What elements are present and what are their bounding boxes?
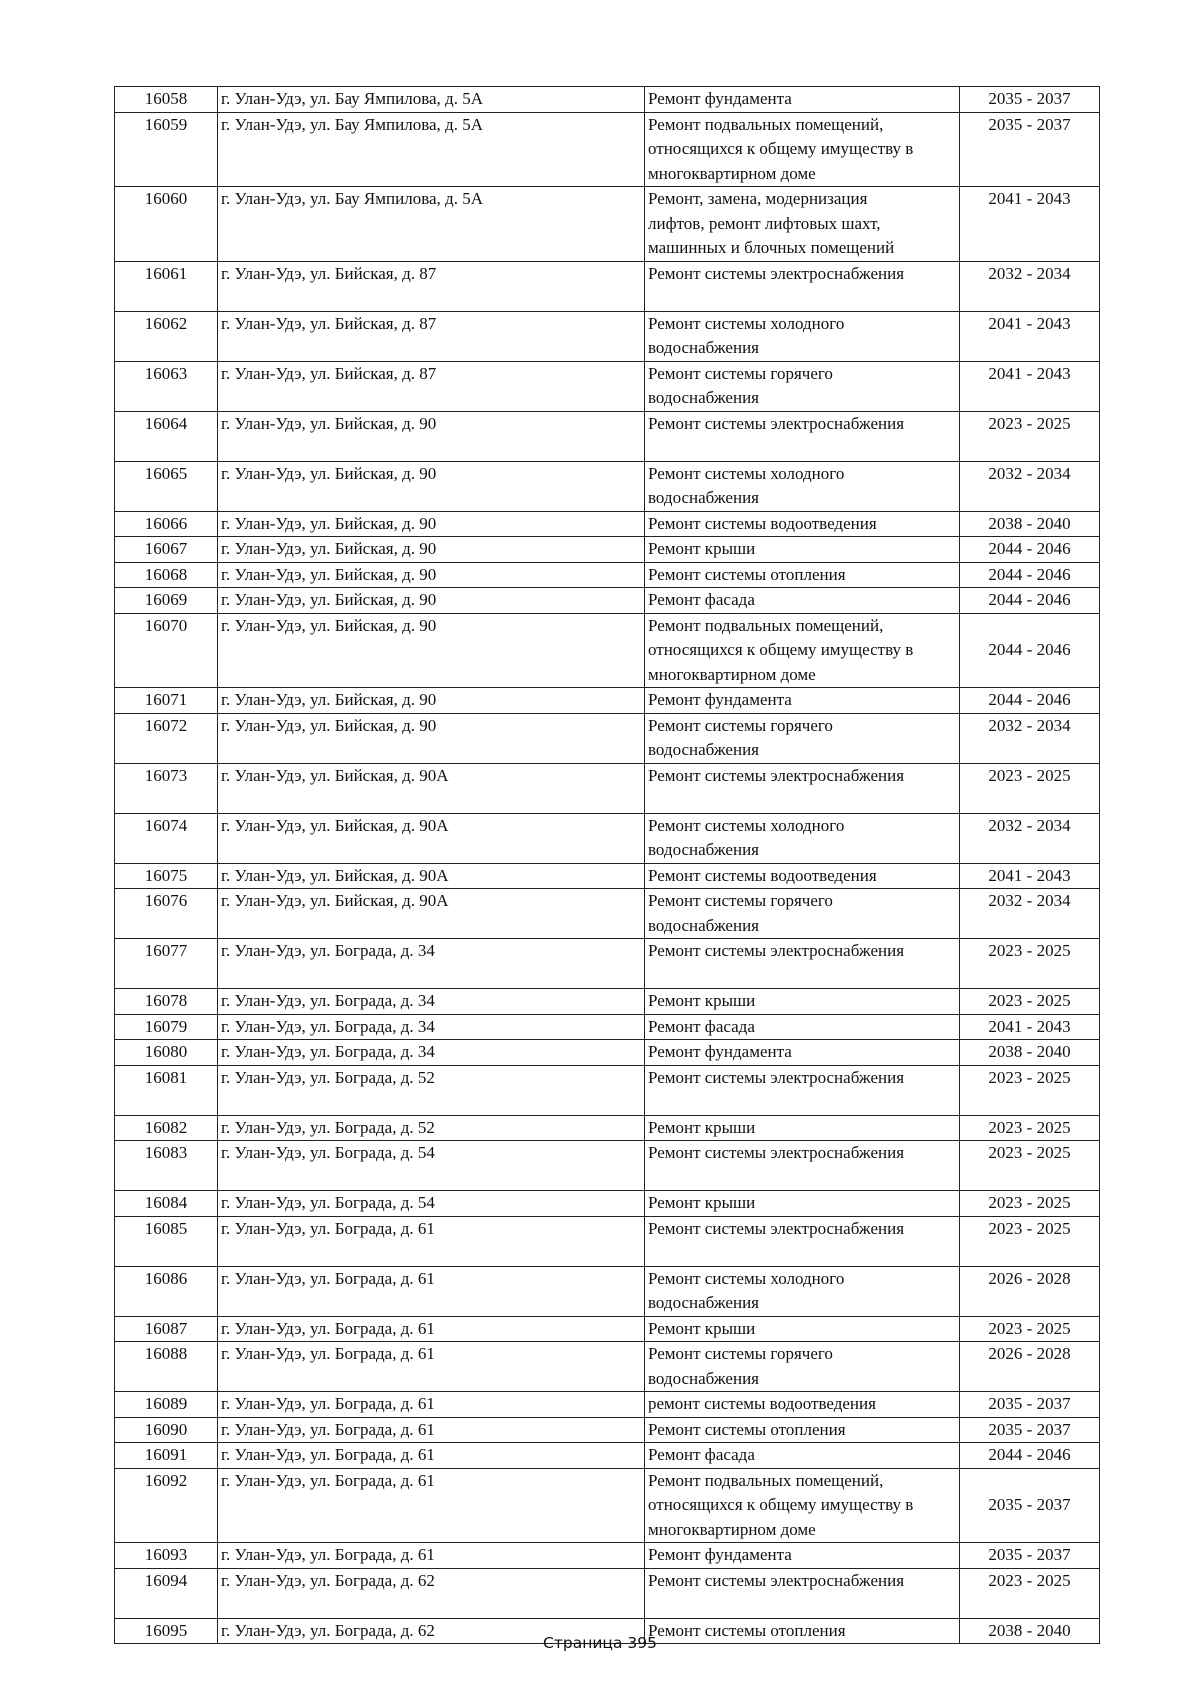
row-address: г. Улан-Удэ, ул. Бограда, д. 61: [218, 1342, 645, 1392]
row-work-type: [645, 889, 960, 939]
work-line: Ремонт системы горячего: [648, 715, 833, 735]
row-period: 2038 - 2040: [960, 1040, 1100, 1066]
work-line: водоснабжения: [648, 388, 759, 407]
work-line: Ремонт крыши: [648, 539, 756, 558]
table-row: [115, 1040, 1100, 1066]
table-row: [115, 713, 1100, 763]
table-row: [115, 311, 1100, 361]
row-period: 2041 - 2043: [960, 863, 1100, 889]
row-period: 2044 - 2046: [960, 562, 1100, 588]
work-line: [648, 788, 956, 813]
row-address: г. Улан-Удэ, ул. Бийская, д. 90: [218, 713, 645, 763]
row-address: г. Улан-Удэ, ул. Бограда, д. 34: [218, 989, 645, 1015]
work-line: Ремонт крыши: [648, 1318, 756, 1338]
row-period: 2041 - 2043: [960, 1014, 1100, 1040]
row-work-type: [645, 1014, 960, 1040]
row-work-type: [645, 1443, 960, 1469]
work-line: Ремонт системы электроснабжения: [648, 1218, 905, 1238]
table-row: [115, 1115, 1100, 1141]
work-line: Ремонт системы водоотведения: [648, 513, 877, 533]
row-work-type: [645, 511, 960, 537]
row-address: г. Улан-Удэ, ул. Бограда, д. 61: [218, 1392, 645, 1418]
row-number: 16084: [115, 1191, 218, 1217]
work-line: Ремонт системы отопления: [648, 1620, 846, 1640]
row-period: 2035 - 2037: [960, 87, 1100, 113]
work-line: Ремонт фасада: [648, 590, 755, 609]
row-work-type: [645, 411, 960, 461]
row-address: г. Улан-Удэ, ул. Бийская, д. 90: [218, 411, 645, 461]
row-number: 16062: [115, 311, 218, 361]
row-number: 16074: [115, 813, 218, 863]
row-number: 16068: [115, 562, 218, 588]
work-line: Ремонт, замена, модернизация: [648, 189, 868, 208]
table-row: [115, 813, 1100, 863]
row-address: г. Улан-Удэ, ул. Бограда, д. 61: [218, 1316, 645, 1342]
table-row: [115, 588, 1100, 614]
table-row: [115, 863, 1100, 889]
row-work-type: [645, 187, 960, 262]
row-address: г. Улан-Удэ, ул. Бийская, д. 90А: [218, 863, 645, 889]
work-line: водоснабжения: [648, 338, 759, 357]
work-line: Ремонт крыши: [648, 991, 756, 1010]
row-number: 16079: [115, 1014, 218, 1040]
work-line: водоснабжения: [648, 840, 759, 859]
row-period: 2032 - 2034: [960, 261, 1100, 311]
row-address: г. Улан-Удэ, ул. Бау Ямпилова, д. 5А: [218, 112, 645, 187]
work-line: Ремонт системы отопления: [648, 564, 846, 584]
work-line: [648, 1593, 956, 1618]
row-period: 2038 - 2040: [960, 1618, 1100, 1644]
row-number: 16071: [115, 688, 218, 714]
row-number: 16088: [115, 1342, 218, 1392]
table-row: [115, 1568, 1100, 1618]
work-line: Ремонт подвальных помещений,: [648, 114, 884, 134]
row-work-type: [645, 1568, 960, 1618]
work-line: Ремонт системы электроснабжения: [648, 941, 905, 960]
row-work-type: [645, 562, 960, 588]
row-address: г. Улан-Удэ, ул. Бограда, д. 61: [218, 1543, 645, 1569]
work-line: водоснабжения: [648, 915, 759, 935]
row-address: г. Улан-Удэ, ул. Бийская, д. 90: [218, 688, 645, 714]
table-row: [115, 261, 1100, 311]
row-address: г. Улан-Удэ, ул. Бограда, д. 34: [218, 1014, 645, 1040]
work-line: многоквартирном доме: [648, 1519, 816, 1539]
table-row: [115, 939, 1100, 989]
work-line: Ремонт системы горячего: [648, 1344, 833, 1363]
page-number: Страница 395: [543, 1634, 657, 1652]
row-period: 2044 - 2046: [960, 537, 1100, 563]
row-address: г. Улан-Удэ, ул. Бау Ямпилова, д. 5А: [218, 187, 645, 262]
row-work-type: [645, 939, 960, 989]
row-period: 2026 - 2028: [960, 1266, 1100, 1316]
row-address: г. Улан-Удэ, ул. Бийская, д. 90: [218, 537, 645, 563]
row-number: 16081: [115, 1065, 218, 1115]
row-number: 16072: [115, 713, 218, 763]
row-period: 2032 - 2034: [960, 889, 1100, 939]
work-line: Ремонт системы электроснабжения: [648, 765, 905, 785]
work-line: водоснабжения: [648, 488, 759, 507]
work-line: многоквартирном доме: [648, 664, 816, 684]
work-line: Ремонт фундамента: [648, 89, 792, 108]
work-line: Ремонт системы холодного: [648, 313, 845, 333]
row-work-type: [645, 311, 960, 361]
row-work-type: [645, 537, 960, 563]
table-row: [115, 989, 1100, 1015]
row-work-type: [645, 688, 960, 714]
row-period: 2023 - 2025: [960, 1141, 1100, 1191]
table-row: [115, 411, 1100, 461]
row-number: 16089: [115, 1392, 218, 1418]
row-work-type: [645, 261, 960, 311]
row-address: г. Улан-Удэ, ул. Бийская, д. 87: [218, 361, 645, 411]
row-address: г. Улан-Удэ, ул. Бограда, д. 62: [218, 1618, 645, 1644]
row-number: 16060: [115, 187, 218, 262]
table-row: [115, 1141, 1100, 1191]
row-address: г. Улан-Удэ, ул. Бийская, д. 90: [218, 562, 645, 588]
work-line: Ремонт системы холодного: [648, 1268, 845, 1288]
work-line: Ремонт системы холодного: [648, 463, 845, 483]
row-work-type: [645, 1266, 960, 1316]
row-address: г. Улан-Удэ, ул. Бограда, д. 52: [218, 1065, 645, 1115]
row-work-type: [645, 1141, 960, 1191]
row-period: 2041 - 2043: [960, 187, 1100, 262]
row-address: г. Улан-Удэ, ул. Бограда, д. 54: [218, 1141, 645, 1191]
row-period: 2023 - 2025: [960, 763, 1100, 813]
table-row: [115, 1014, 1100, 1040]
row-address: г. Улан-Удэ, ул. Бограда, д. 61: [218, 1417, 645, 1443]
row-number: 16066: [115, 511, 218, 537]
work-line: Ремонт системы электроснабжения: [648, 1570, 905, 1590]
row-period: 2026 - 2028: [960, 1342, 1100, 1392]
row-address: г. Улан-Удэ, ул. Бийская, д. 90: [218, 613, 645, 688]
work-line: ремонт системы водоотведения: [648, 1394, 876, 1413]
row-number: 16076: [115, 889, 218, 939]
row-period: 2023 - 2025: [960, 939, 1100, 989]
work-line: Ремонт системы электроснабжения: [648, 263, 905, 283]
row-period: 2023 - 2025: [960, 1191, 1100, 1217]
row-period: 2044 - 2046: [960, 1443, 1100, 1469]
work-line: Ремонт фасада: [648, 1445, 755, 1464]
row-period: 2044 - 2046: [960, 688, 1100, 714]
row-work-type: [645, 588, 960, 614]
row-work-type: [645, 112, 960, 187]
work-line: Ремонт системы холодного: [648, 815, 845, 835]
work-line: Ремонт крыши: [648, 1117, 756, 1137]
work-line: Ремонт фасада: [648, 1016, 755, 1036]
row-work-type: [645, 461, 960, 511]
work-line: Ремонт фундамента: [648, 1545, 792, 1564]
table-body: [115, 87, 1100, 1644]
row-period: 2023 - 2025: [960, 1216, 1100, 1266]
row-address: г. Улан-Удэ, ул. Бийская, д. 90А: [218, 813, 645, 863]
row-work-type: [645, 1417, 960, 1443]
row-address: г. Улан-Удэ, ул. Бийская, д. 90: [218, 461, 645, 511]
row-period: 2032 - 2034: [960, 713, 1100, 763]
work-line: Ремонт фундамента: [648, 1042, 792, 1061]
row-address: г. Улан-Удэ, ул. Бау Ямпилова, д. 5А: [218, 87, 645, 113]
row-period: 2023 - 2025: [960, 989, 1100, 1015]
row-period: 2035 - 2037: [960, 1468, 1100, 1543]
row-address: г. Улан-Удэ, ул. Бограда, д. 34: [218, 939, 645, 989]
row-number: 16094: [115, 1568, 218, 1618]
row-work-type: [645, 713, 960, 763]
work-line: Ремонт системы водоотведения: [648, 865, 877, 885]
row-period: 2035 - 2037: [960, 112, 1100, 187]
row-address: г. Улан-Удэ, ул. Бограда, д. 62: [218, 1568, 645, 1618]
work-line: [648, 286, 956, 311]
table-row: [115, 889, 1100, 939]
work-line: лифтов, ремонт лифтовых шахт,: [648, 213, 881, 233]
table-row: [115, 1342, 1100, 1392]
row-address: г. Улан-Удэ, ул. Бограда, д. 61: [218, 1443, 645, 1469]
row-number: 16075: [115, 863, 218, 889]
row-number: 16090: [115, 1417, 218, 1443]
row-number: 16085: [115, 1216, 218, 1266]
row-number: 16082: [115, 1115, 218, 1141]
row-period: 2035 - 2037: [960, 1417, 1100, 1443]
row-work-type: [645, 863, 960, 889]
work-line: [648, 1166, 956, 1191]
row-period: 2032 - 2034: [960, 461, 1100, 511]
row-work-type: [645, 1342, 960, 1392]
row-number: 16080: [115, 1040, 218, 1066]
table-row: [115, 1468, 1100, 1543]
table-row: [115, 763, 1100, 813]
row-work-type: [645, 813, 960, 863]
row-period: 2023 - 2025: [960, 1568, 1100, 1618]
row-number: 16092: [115, 1468, 218, 1543]
row-number: 16065: [115, 461, 218, 511]
row-address: г. Улан-Удэ, ул. Бограда, д. 52: [218, 1115, 645, 1141]
row-number: 16069: [115, 588, 218, 614]
table-row: [115, 1543, 1100, 1569]
table-row: [115, 511, 1100, 537]
row-address: г. Улан-Удэ, ул. Бограда, д. 54: [218, 1191, 645, 1217]
row-number: 16070: [115, 613, 218, 688]
row-number: 16093: [115, 1543, 218, 1569]
row-work-type: [645, 361, 960, 411]
work-line: водоснабжения: [648, 740, 759, 759]
row-address: г. Улан-Удэ, ул. Бийская, д. 90: [218, 511, 645, 537]
row-number: 16063: [115, 361, 218, 411]
repair-schedule-table: [114, 86, 1100, 1644]
row-address: г. Улан-Удэ, ул. Бийская, д. 90А: [218, 763, 645, 813]
row-address: г. Улан-Удэ, ул. Бограда, д. 61: [218, 1216, 645, 1266]
row-address: г. Улан-Удэ, ул. Бограда, д. 34: [218, 1040, 645, 1066]
row-number: 16064: [115, 411, 218, 461]
work-line: Ремонт системы горячего: [648, 891, 833, 910]
row-address: г. Улан-Удэ, ул. Бийская, д. 87: [218, 311, 645, 361]
work-line: относящихся к общему имуществу в: [648, 1495, 914, 1514]
table-row: [115, 1191, 1100, 1217]
row-number: 16058: [115, 87, 218, 113]
table-row: [115, 537, 1100, 563]
table-row: [115, 87, 1100, 113]
row-number: 16073: [115, 763, 218, 813]
table-row: [115, 1065, 1100, 1115]
work-line: Ремонт системы электроснабжения: [648, 1143, 905, 1162]
table-row: [115, 562, 1100, 588]
table-row: [115, 112, 1100, 187]
table-row: [115, 187, 1100, 262]
work-line: Ремонт системы электроснабжения: [648, 413, 905, 433]
work-line: относящихся к общему имуществу в: [648, 139, 914, 158]
row-work-type: [645, 1216, 960, 1266]
work-line: Ремонт крыши: [648, 1193, 756, 1212]
work-line: Ремонт подвальных помещений,: [648, 1470, 884, 1490]
work-line: машинных и блочных помещений: [648, 238, 895, 257]
work-line: Ремонт системы горячего: [648, 363, 833, 383]
table-row: [115, 361, 1100, 411]
row-period: 2023 - 2025: [960, 1115, 1100, 1141]
row-number: 16078: [115, 989, 218, 1015]
row-period: 2023 - 2025: [960, 1065, 1100, 1115]
table-row: [115, 1266, 1100, 1316]
work-line: [648, 1090, 956, 1115]
row-period: 2041 - 2043: [960, 311, 1100, 361]
row-work-type: [645, 1468, 960, 1543]
row-period: 2041 - 2043: [960, 361, 1100, 411]
row-work-type: [645, 1392, 960, 1418]
work-line: [648, 964, 956, 989]
table-row: [115, 1392, 1100, 1418]
work-line: [648, 436, 956, 461]
work-line: Ремонт системы отопления: [648, 1419, 846, 1439]
work-line: Ремонт фундамента: [648, 690, 792, 709]
row-work-type: [645, 1543, 960, 1569]
row-number: 16095: [115, 1618, 218, 1644]
row-period: 2035 - 2037: [960, 1543, 1100, 1569]
row-work-type: [645, 1191, 960, 1217]
row-period: 2035 - 2037: [960, 1392, 1100, 1418]
row-number: 16083: [115, 1141, 218, 1191]
row-number: 16091: [115, 1443, 218, 1469]
row-number: 16086: [115, 1266, 218, 1316]
work-line: многоквартирном доме: [648, 163, 816, 183]
row-work-type: [645, 87, 960, 113]
table-row: [115, 1417, 1100, 1443]
work-line: [648, 1241, 956, 1266]
row-address: г. Улан-Удэ, ул. Бийская, д. 87: [218, 261, 645, 311]
row-number: 16077: [115, 939, 218, 989]
row-period: 2038 - 2040: [960, 511, 1100, 537]
row-work-type: [645, 763, 960, 813]
row-address: г. Улан-Удэ, ул. Бийская, д. 90А: [218, 889, 645, 939]
row-work-type: [645, 613, 960, 688]
work-line: водоснабжения: [648, 1293, 759, 1312]
row-number: 16067: [115, 537, 218, 563]
table-row: [115, 1216, 1100, 1266]
table-row: [115, 613, 1100, 688]
row-number: 16087: [115, 1316, 218, 1342]
row-number: 16061: [115, 261, 218, 311]
row-address: г. Улан-Удэ, ул. Бограда, д. 61: [218, 1266, 645, 1316]
table-row: [115, 1443, 1100, 1469]
work-line: водоснабжения: [648, 1368, 759, 1388]
row-work-type: [645, 1115, 960, 1141]
row-work-type: [645, 1316, 960, 1342]
table-row: [115, 461, 1100, 511]
table-row: [115, 688, 1100, 714]
row-period: 2023 - 2025: [960, 1316, 1100, 1342]
row-work-type: [645, 989, 960, 1015]
row-address: г. Улан-Удэ, ул. Бограда, д. 61: [218, 1468, 645, 1543]
row-address: г. Улан-Удэ, ул. Бийская, д. 90: [218, 588, 645, 614]
row-number: 16059: [115, 112, 218, 187]
work-line: Ремонт системы электроснабжения: [648, 1067, 905, 1087]
row-period: 2044 - 2046: [960, 588, 1100, 614]
row-work-type: [645, 1065, 960, 1115]
row-period: 2032 - 2034: [960, 813, 1100, 863]
row-period: 2044 - 2046: [960, 613, 1100, 688]
work-line: Ремонт подвальных помещений,: [648, 615, 884, 635]
table-row: [115, 1316, 1100, 1342]
row-period: 2023 - 2025: [960, 411, 1100, 461]
work-line: относящихся к общему имуществу в: [648, 640, 914, 659]
row-work-type: [645, 1040, 960, 1066]
